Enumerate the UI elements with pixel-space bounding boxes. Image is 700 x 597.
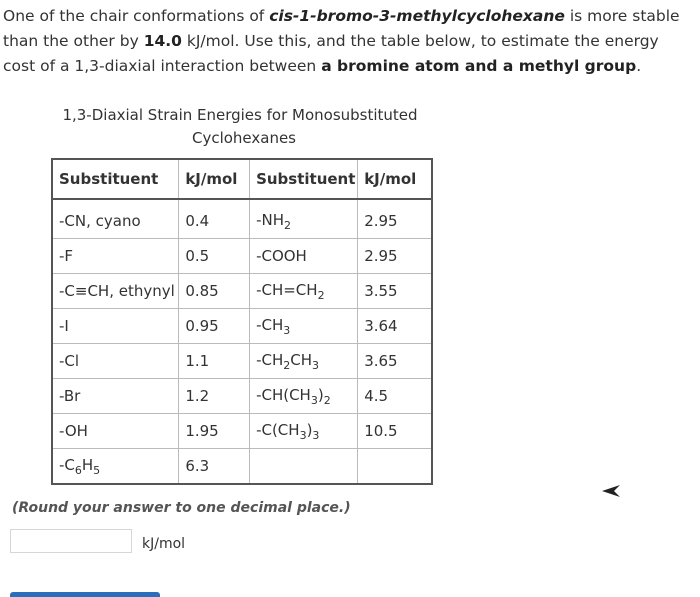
substituent-cell: -F [52,239,179,274]
substituent-cell [250,449,358,485]
substituent-cell: -COOH [250,239,358,274]
table-row [52,309,432,344]
table-row [52,199,432,239]
substituent-cell: -OH [52,414,179,449]
substituent-cell: $-CH_3$ [250,309,358,344]
energy-value: 14.0 [143,32,182,50]
table-header-row [52,159,432,199]
question-body: kJ/mol. Use this, and the table below, to estimate the energy cost of a 1,3-diaxial interaction between [3,32,659,75]
substituent-cell: -CN, cyano [52,199,179,239]
energy-cell: 2.95 [358,239,432,274]
energy-cell: 1.1 [179,344,250,379]
submit-button[interactable] [10,592,160,597]
substituent-cell: $-CH=CH_2$ [250,274,358,309]
substituent-cell: -Cl [52,344,179,379]
header-kjmol-1: kJ/mol [179,159,250,199]
substituent-cell: $-C_6H_5$ [52,449,179,485]
substituent-cell: $-NH_2$ [250,199,358,239]
compound-name: cis-1-bromo-3-methylcyclohexane [269,7,565,25]
energy-cell: 0.5 [179,239,250,274]
table-row [52,239,432,274]
unit-label: kJ/mol [142,536,186,552]
substituent-cell: -C≡CH, ethynyl [52,274,179,309]
substituent-cell: $-C(CH_3)_3$ [250,414,358,449]
table-row [52,344,432,379]
table-title-line2: Cyclohexanes [191,129,297,147]
energy-cell: 0.4 [179,199,250,239]
energy-cell: 0.85 [179,274,250,309]
energy-cell: 4.5 [358,379,432,414]
substituent-cell: $-CH_2CH_3$ [250,344,358,379]
substituent-cell: $-CH(CH_3)_2$ [250,379,358,414]
strain-energy-table [51,158,433,485]
table-title [60,104,420,150]
cursor-icon [601,483,621,499]
energy-cell: 3.64 [358,309,432,344]
energy-cell: 2.95 [358,199,432,239]
table-body [52,199,432,484]
energy-cell: 1.2 [179,379,250,414]
question-middle: is more stable than the other by [3,7,680,50]
table-row [52,449,432,485]
question-end: . [636,57,642,75]
question-emphasis: a bromine atom and a methyl group [321,57,637,75]
energy-cell: 3.55 [358,274,432,309]
table-row [52,379,432,414]
energy-cell: 1.95 [179,414,250,449]
energy-cell [358,449,432,485]
table-row [52,414,432,449]
header-substituent-1: Substituent [52,159,179,199]
energy-cell: 3.65 [358,344,432,379]
question-intro: One of the chair conformations of [3,7,270,25]
question-text [3,4,693,79]
substituent-cell: -I [52,309,179,344]
header-substituent-2: Substituent [250,159,358,199]
header-kjmol-2: kJ/mol [358,159,432,199]
energy-cell: 0.95 [179,309,250,344]
substituent-cell: -Br [52,379,179,414]
energy-cell: 10.5 [358,414,432,449]
table-row [52,274,432,309]
table-title-line1: 1,3-Diaxial Strain Energies for Monosubstituted [62,106,418,124]
energy-cell: 6.3 [179,449,250,485]
rounding-instruction: (Round your answer to one decimal place.) [12,500,351,516]
answer-input[interactable] [10,529,132,553]
